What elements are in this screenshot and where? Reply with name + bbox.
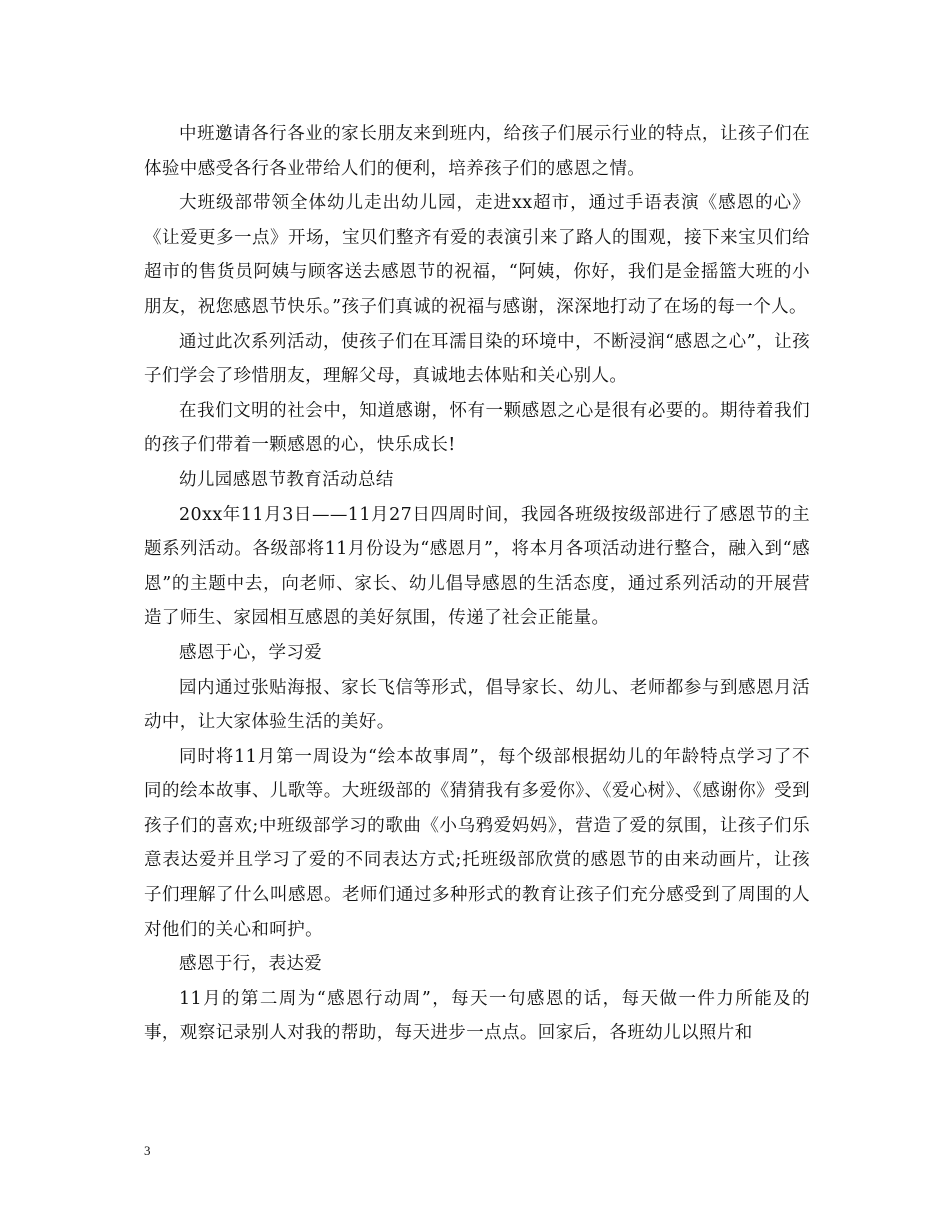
- page-number: 3: [144, 1143, 151, 1158]
- paragraph: 园内通过张贴海报、家长飞信等形式，倡导家长、幼儿、老师都参与到感恩月活动中，让大家体验生活的美好。: [144, 677, 810, 733]
- paragraph: 11月的第二周为“感恩行动周”，每天一句感恩的话，每天做一件力所能及的事，观察记录别人对我的帮助，每天进步一点点。回家后，各班幼儿以照片和: [144, 988, 810, 1044]
- subsection-heading: 感恩于行，表达爱: [179, 954, 323, 975]
- paragraph: 20xx年11月3日——11月27日四周时间，我园各班级按级部进行了感恩节的主题系列活动。各级部将11月份设为“感恩月”，将本月各项活动进行整合，融入到“感恩”的主题中去，向老师、家长、幼儿倡导感恩的生活态度，通过系列活动的开展营造了师生、家园相互感恩的美好氛围，传递了社会正能量。: [144, 504, 810, 629]
- subsection-heading: 感恩于心，学习爱: [179, 642, 323, 663]
- paragraph: 同时将11月第一周设为“绘本故事周”，每个级部根据幼儿的年龄特点学习了不同的绘本故事、儿歌等。大班级部的《猜猜我有多爱你》、《爱心树》、《感谢你》受到孩子们的喜欢;中班级部学习的歌曲《小乌鸦爱妈妈》，营造了爱的氛围，让孩子们乐意表达爱并且学习了爱的不同表达方式;托班级部欣赏的感恩节的由来动画片，让孩子们理解了什么叫感恩。老师们通过多种形式的教育让孩子们充分感受到了周围的人对他们的关心和呵护。: [144, 746, 810, 940]
- document-body: [144, 117, 810, 1051]
- section-heading: 幼儿园感恩节教育活动总结: [179, 469, 394, 490]
- paragraph: 通过此次系列活动，使孩子们在耳濡目染的环境中，不断浸润“感恩之心”，让孩子们学会了珍惜朋友，理解父母，真诚地去体贴和关心别人。: [144, 331, 810, 387]
- paragraph: 中班邀请各行各业的家长朋友来到班内，给孩子们展示行业的特点，让孩子们在体验中感受各行各业带给人们的便利，培养孩子们的感恩之情。: [144, 124, 810, 179]
- paragraph: 大班级部带领全体幼儿走出幼儿园，走进xx超市，通过手语表演《感恩的心》《让爱更多一点》开场，宝贝们整齐有爱的表演引来了路人的围观，接下来宝贝们给超市的售货员阿姨与顾客送去感恩节的祝福，“阿姨，你好，我们是金摇篮大班的小朋友，祝您感恩节快乐。”孩子们真诚的祝福与感谢，深深地打动了在场的每一个人。: [144, 193, 810, 317]
- paragraph: 在我们文明的社会中，知道感谢，怀有一颗感恩之心是很有必要的。期待着我们的孩子们带着一颗感恩的心，快乐成长!: [144, 400, 810, 456]
